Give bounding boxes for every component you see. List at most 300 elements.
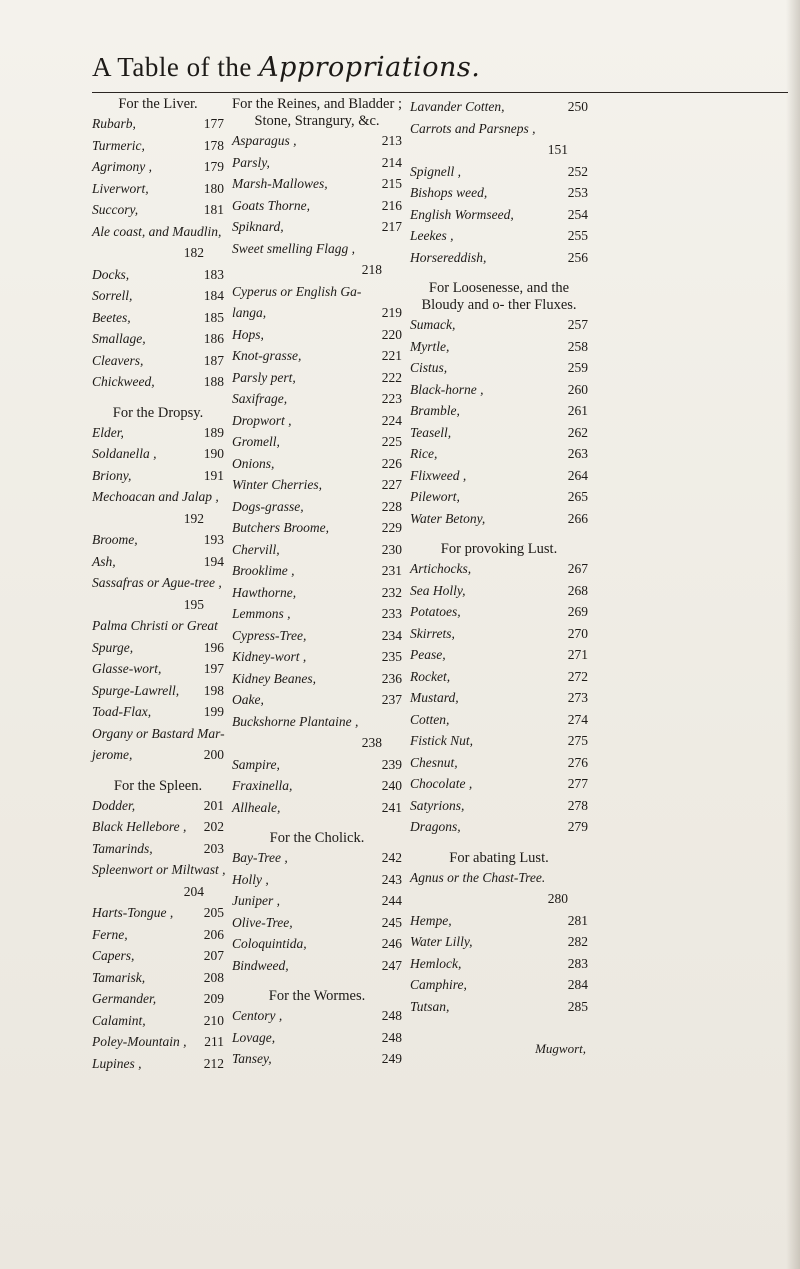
entry-page-number: 196: [203, 639, 224, 655]
entry-page-number: 232: [381, 584, 402, 600]
entry-name: Carrots and Parsneps ,: [410, 120, 536, 136]
index-entry: [92, 328, 224, 350]
entry-name: Dogs-grasse,: [232, 498, 304, 514]
index-entry: [232, 869, 402, 891]
entry-name: Lovage,: [232, 1029, 276, 1045]
index-column-3: [410, 96, 588, 1057]
entry-page-number: 204: [183, 883, 204, 899]
entry-page-number: 234: [381, 627, 402, 643]
entry-name: Calamint,: [92, 1012, 146, 1028]
index-entry: [410, 182, 588, 204]
entry-name: Bindweed,: [232, 957, 289, 973]
title-main: Appropriations.: [259, 52, 481, 83]
index-entry: [410, 400, 588, 422]
index-entry: [232, 689, 402, 711]
section-gap: [410, 268, 588, 280]
entry-name: Harts-Tongue ,: [92, 905, 174, 920]
section-heading: For abating Lust.: [449, 849, 549, 866]
entry-page-number: 214: [381, 154, 402, 170]
entry-name: Soldanella ,: [92, 446, 157, 461]
index-entry: [92, 701, 224, 723]
entry-name: Holly ,: [232, 871, 269, 887]
index-entry: [410, 953, 588, 975]
entry-page-number: 245: [381, 914, 402, 930]
entry-name: Flixweed ,: [410, 467, 467, 483]
entry-page-number: 284: [567, 977, 588, 992]
index-entry: [232, 216, 402, 238]
index-entry: [92, 443, 224, 465]
index-entry: [92, 572, 224, 594]
entry-page-number: 260: [567, 381, 588, 397]
index-entry: [92, 307, 224, 329]
entry-page-number: 277: [567, 776, 588, 791]
entry-page-number: 231: [381, 563, 402, 578]
entry-page-number: 252: [567, 163, 588, 179]
index-entry: [92, 113, 224, 135]
entry-name: Allheale,: [232, 799, 281, 815]
index-entry: [410, 118, 588, 140]
entry-page-number: 225: [381, 434, 402, 449]
index-entry: [232, 1048, 402, 1070]
index-entry: [92, 529, 224, 551]
entry-name: Sassafras or Ague-tree ,: [92, 575, 222, 590]
entry-page-number: 181: [203, 202, 224, 217]
section-heading: For the Liver.: [118, 96, 198, 112]
entry-name: Chickweed,: [92, 374, 155, 389]
entry-name: Goats Thorne,: [232, 197, 311, 213]
index-entry: [410, 666, 588, 688]
entry-page-number: 238: [361, 735, 382, 750]
entry-page-number: 222: [381, 369, 402, 385]
index-entry: [232, 955, 402, 977]
index-entry: [92, 264, 224, 286]
entry-page-number: 179: [203, 159, 224, 174]
index-entry: [92, 945, 224, 967]
index-entry: [232, 603, 402, 625]
entry-page-number: 230: [381, 541, 402, 557]
entry-page-number: 192: [183, 510, 204, 526]
entry-page-number: 200: [203, 747, 224, 762]
entry-name: Bay-Tree ,: [232, 850, 288, 865]
index-entry: [92, 723, 224, 745]
entry-page-number: 218: [361, 262, 382, 277]
entry-page-number: 180: [203, 180, 224, 196]
entry-name: Spignell ,: [410, 163, 461, 179]
entry-page-number: 233: [381, 606, 402, 621]
entry-page-number: 185: [203, 309, 224, 325]
entry-name: Germander,: [92, 991, 157, 1006]
index-column-2: [232, 96, 402, 1070]
entry-page-number: 217: [381, 219, 402, 234]
entry-name: Bishops weed,: [410, 185, 488, 200]
entry-page-number: 283: [567, 955, 588, 971]
entry-name: Skirrets,: [410, 625, 455, 641]
entry-page-number: 270: [567, 625, 588, 641]
entry-name: Butchers Broome,: [232, 520, 329, 535]
index-entry: [410, 623, 588, 645]
entry-page-number: 246: [381, 936, 402, 951]
entry-page-number: 151: [547, 142, 568, 157]
entry-name: Docks,: [92, 266, 130, 282]
entry-name: Winter Cherries,: [232, 477, 322, 492]
entry-page-number: 221: [381, 348, 402, 363]
index-entry: [410, 974, 588, 996]
index-entry: [92, 680, 224, 702]
index-entry: [232, 195, 402, 217]
page-edge-shadow: [786, 0, 800, 1269]
entry-name: Cistus,: [410, 360, 448, 375]
entry-page-number: 215: [381, 176, 402, 191]
entry-name: Smallage,: [92, 331, 146, 346]
index-entry: [232, 367, 402, 389]
entry-page-number: 190: [203, 446, 224, 461]
index-entry: [232, 173, 402, 195]
entry-page-number: 229: [381, 520, 402, 535]
entry-name: Satyrions,: [410, 797, 465, 813]
entry-name: Sumack,: [410, 317, 456, 332]
index-entry: [410, 508, 588, 530]
entry-name: Tansey,: [232, 1051, 272, 1066]
entry-page-number: 186: [203, 331, 224, 346]
entry-name: Myrtle,: [410, 338, 450, 354]
entry-page-number: 275: [567, 733, 588, 748]
entry-page-number: 188: [203, 374, 224, 389]
entry-name: Ash,: [92, 553, 116, 569]
index-entry: [410, 752, 588, 774]
entry-page-number: 249: [381, 1051, 402, 1066]
section-gap: [232, 976, 402, 988]
entry-page-number: 203: [203, 840, 224, 856]
entry-name: Agrimony ,: [92, 159, 152, 174]
section-gap: [410, 838, 588, 850]
index-entry: [232, 517, 402, 539]
index-entry: [410, 644, 588, 666]
entry-name: Lupines ,: [92, 1055, 142, 1071]
entry-page-number: 193: [203, 532, 224, 547]
index-entry: [92, 967, 224, 989]
entry-page-number: 226: [381, 455, 402, 471]
entry-name: Marsh-Mallowes,: [232, 176, 328, 191]
index-entry: [410, 558, 588, 580]
index-entry: [92, 1010, 224, 1032]
entry-page-number: 278: [567, 797, 588, 813]
entry-page-number: 276: [567, 754, 588, 770]
entry-name: Mechoacan and Jalap ,: [92, 489, 219, 504]
index-entry: [92, 465, 224, 487]
entry-page-number: 219: [381, 305, 402, 320]
entry-page-number: 205: [203, 905, 224, 920]
index-entry: [410, 161, 588, 183]
index-entry: [92, 988, 224, 1010]
entry-page-number: 198: [203, 682, 224, 698]
entry-page-number: 256: [567, 249, 588, 265]
entry-name: Pilewort,: [410, 489, 460, 504]
entry-name: Onions,: [232, 455, 275, 471]
index-entry: [410, 996, 588, 1018]
entry-name: Briony,: [92, 467, 132, 483]
entry-name: Chesnut,: [410, 754, 458, 770]
index-entry: [232, 130, 402, 152]
entry-name: Fistick Nut,: [410, 733, 473, 748]
entry-page-number: 244: [381, 893, 402, 908]
entry-page-number: 239: [381, 756, 402, 772]
index-entry: [92, 350, 224, 372]
entry-name: jerome,: [92, 747, 133, 762]
entry-page-number: 264: [567, 467, 588, 483]
section-heading: For the Reines, and Bladder ; Stone, Strangury, &c.: [232, 96, 402, 129]
entry-name: Lemmons ,: [232, 606, 291, 621]
entry-page-number: 213: [381, 133, 402, 148]
entry-page-number: 271: [567, 647, 588, 662]
entry-name: Broome,: [92, 532, 138, 547]
index-entry: [232, 410, 402, 432]
entry-name: Liverwort,: [92, 180, 149, 196]
index-entry: [232, 560, 402, 582]
entry-page-number: 212: [203, 1055, 224, 1071]
index-entry: [92, 615, 224, 637]
index-entry: [92, 658, 224, 680]
entry-name: Hemlock,: [410, 955, 462, 971]
index-entry: [232, 912, 402, 934]
entry-page-number: 241: [381, 799, 402, 815]
entry-name: Black Hellebore ,: [92, 819, 187, 834]
entry-name: Sea Holly,: [410, 582, 466, 598]
index-entry: [410, 687, 588, 709]
section-gap: [92, 766, 224, 778]
entry-name: Poley-Mountain ,: [92, 1034, 187, 1049]
entry-name: Spleenwort or Miltwast ,: [92, 862, 226, 877]
entry-page-number: 274: [567, 711, 588, 727]
entry-name: Rubarb,: [92, 116, 136, 131]
index-entry: [232, 582, 402, 604]
index-entry: [92, 135, 224, 157]
index-entry: [92, 902, 224, 924]
entry-page-number: 266: [567, 510, 588, 526]
entry-page-number: 220: [381, 326, 402, 342]
index-entry: [410, 580, 588, 602]
index-entry: [410, 730, 588, 752]
entry-page-number: 211: [204, 1034, 224, 1049]
index-entry: [92, 221, 224, 243]
entry-page-number: 189: [203, 424, 224, 440]
section-heading: For the Dropsy.: [112, 404, 204, 421]
index-entry: [232, 281, 402, 303]
index-entry: [92, 178, 224, 200]
entry-page-number: 197: [203, 661, 224, 676]
entry-page-number: 258: [567, 338, 588, 354]
entry-page-number: 184: [203, 288, 224, 303]
entry-name: Centory ,: [232, 1008, 283, 1023]
entry-name: Palma Christi or Great: [92, 618, 218, 633]
entry-page-number: 199: [203, 704, 224, 719]
entry-name: langa,: [232, 305, 267, 320]
entry-page-number: 248: [381, 1008, 402, 1023]
entry-name: Teasell,: [410, 424, 452, 440]
entry-name: Spurge-Lawrell,: [92, 682, 180, 698]
index-entry: [410, 379, 588, 401]
index-entry: [92, 859, 224, 881]
entry-name: Lavander Cotten,: [410, 99, 505, 114]
index-entry: [232, 238, 402, 260]
entry-name: Oake,: [232, 692, 264, 707]
section-gap: [232, 818, 402, 830]
entry-page-number: 216: [381, 197, 402, 213]
index-entry: [92, 637, 224, 659]
index-entry: [232, 474, 402, 496]
entry-page-number: 272: [567, 668, 588, 684]
entry-page-number: 255: [567, 228, 588, 243]
index-column-1: [92, 96, 224, 1074]
entry-name: Fraxinella,: [232, 778, 293, 793]
entry-name: Black-horne ,: [410, 381, 484, 397]
index-entry: [92, 285, 224, 307]
entry-page-number: 242: [381, 850, 402, 865]
entry-page-number: 243: [381, 871, 402, 887]
index-entry: [232, 711, 402, 733]
entry-name: Hempe,: [410, 912, 452, 928]
entry-name: Glasse-wort,: [92, 661, 162, 676]
index-entry: [410, 443, 588, 465]
entry-name: Camphire,: [410, 977, 467, 992]
index-entry: [232, 933, 402, 955]
index-entry: [232, 754, 402, 776]
index-entry: [92, 156, 224, 178]
section-gap: [92, 393, 224, 405]
entry-page-number: 248: [381, 1029, 402, 1045]
index-entry: [410, 773, 588, 795]
entry-name: Asparagus ,: [232, 133, 297, 148]
index-entry: [232, 539, 402, 561]
entry-name: Tutsan,: [410, 998, 450, 1014]
index-entry: [410, 601, 588, 623]
entry-name: Ale coast, and Maudlin,: [92, 223, 222, 239]
entry-page-number: 195: [183, 596, 204, 612]
entry-page-number: 254: [567, 206, 588, 222]
entry-name: Cyperus or English Ga-: [232, 283, 362, 299]
entry-name: Horsereddish,: [410, 249, 487, 265]
index-entry: [92, 744, 224, 766]
index-entry: [232, 797, 402, 819]
index-entry: [232, 345, 402, 367]
entry-name: Cleavers,: [92, 352, 144, 368]
index-entry: [92, 924, 224, 946]
index-entry: [92, 371, 224, 393]
section-heading: For the Spleen.: [113, 777, 203, 794]
entry-name: Dodder,: [92, 797, 136, 813]
index-entry: [410, 357, 588, 379]
entry-page-number: 177: [203, 116, 224, 131]
entry-page-number: 202: [203, 819, 224, 834]
index-entry: [232, 302, 402, 324]
entry-name: Toad-Flax,: [92, 704, 152, 719]
entry-name: Olive-Tree,: [232, 914, 293, 930]
title-lead: A Table of the: [92, 52, 260, 82]
entry-page-number: 269: [567, 604, 588, 619]
entry-page-number: 261: [567, 403, 588, 418]
index-entry: [92, 816, 224, 838]
entry-name: Agnus or the Chast-Tree.: [410, 869, 546, 885]
entry-name: Cypress-Tree,: [232, 627, 307, 643]
index-entry: [232, 152, 402, 174]
entry-page-number: 228: [381, 498, 402, 514]
entry-name: Bramble,: [410, 403, 460, 418]
index-entry: [410, 225, 588, 247]
index-entry: [410, 867, 588, 889]
entry-name: Tamarinds,: [92, 840, 153, 856]
entry-name: Sweet smelling Flagg ,: [232, 240, 355, 256]
index-entry: [410, 204, 588, 226]
entry-page-number: 279: [567, 819, 588, 834]
index-entry: [410, 247, 588, 269]
entry-page-number: 187: [203, 352, 224, 368]
index-entry: [232, 1027, 402, 1049]
entry-name: Cotten,: [410, 711, 450, 727]
entry-name: Sampire,: [232, 756, 280, 772]
index-entry: [232, 496, 402, 518]
entry-page-number: 247: [381, 957, 402, 973]
entry-name: Brooklime ,: [232, 563, 295, 578]
entry-page-number: 209: [203, 991, 224, 1006]
entry-page-number: 178: [203, 137, 224, 153]
entry-page-number: 237: [381, 692, 402, 707]
index-entry: [232, 431, 402, 453]
entry-page-number: 201: [203, 797, 224, 813]
entry-name: Dragons,: [410, 819, 461, 834]
index-entry: [232, 625, 402, 647]
page-title: [92, 52, 788, 93]
entry-page-number: 282: [567, 934, 588, 949]
index-entry: [92, 1053, 224, 1075]
entry-page-number: 281: [567, 912, 588, 928]
entry-name: Elder,: [92, 424, 124, 440]
entry-page-number: 224: [381, 412, 402, 428]
section-heading: For the Cholick.: [269, 830, 365, 846]
index-entry: [410, 422, 588, 444]
index-entry: [410, 709, 588, 731]
entry-page-number: 285: [567, 998, 588, 1014]
section-heading: For Loosenesse, and the Bloudy and o- ther Fluxes.: [421, 280, 577, 313]
entry-page-number: 262: [567, 424, 588, 440]
entry-page-number: 273: [567, 690, 588, 705]
index-entry: [232, 668, 402, 690]
entry-page-number: 227: [381, 477, 402, 492]
entry-name: Sorrell,: [92, 288, 133, 303]
entry-name: Spurge,: [92, 639, 134, 655]
entry-name: Kidney Beanes,: [232, 670, 316, 686]
entry-name: Chervill,: [232, 541, 280, 557]
entry-name: Chocolate ,: [410, 776, 473, 791]
entry-name: Mustard,: [410, 690, 459, 705]
entry-name: Juniper ,: [232, 893, 280, 908]
entry-name: Pease,: [410, 647, 446, 662]
entry-name: Dropwort ,: [232, 412, 292, 428]
entry-page-number: 268: [567, 582, 588, 598]
index-entry: [232, 646, 402, 668]
entry-page-number: 259: [567, 360, 588, 375]
entry-name: Saxifrage,: [232, 391, 288, 406]
entry-page-number: 240: [381, 778, 402, 793]
entry-name: Hops,: [232, 326, 264, 342]
entry-page-number: 207: [203, 948, 224, 963]
entry-page-number: 236: [381, 670, 402, 686]
entry-name: Coloquintida,: [232, 936, 307, 951]
entry-page-number: 194: [203, 553, 224, 569]
entry-page-number: 253: [567, 185, 588, 200]
catchword: Mugwort,: [535, 1041, 586, 1056]
entry-page-number: 210: [203, 1012, 224, 1028]
entry-name: Rocket,: [410, 668, 451, 684]
entry-name: Water Betony,: [410, 510, 486, 526]
